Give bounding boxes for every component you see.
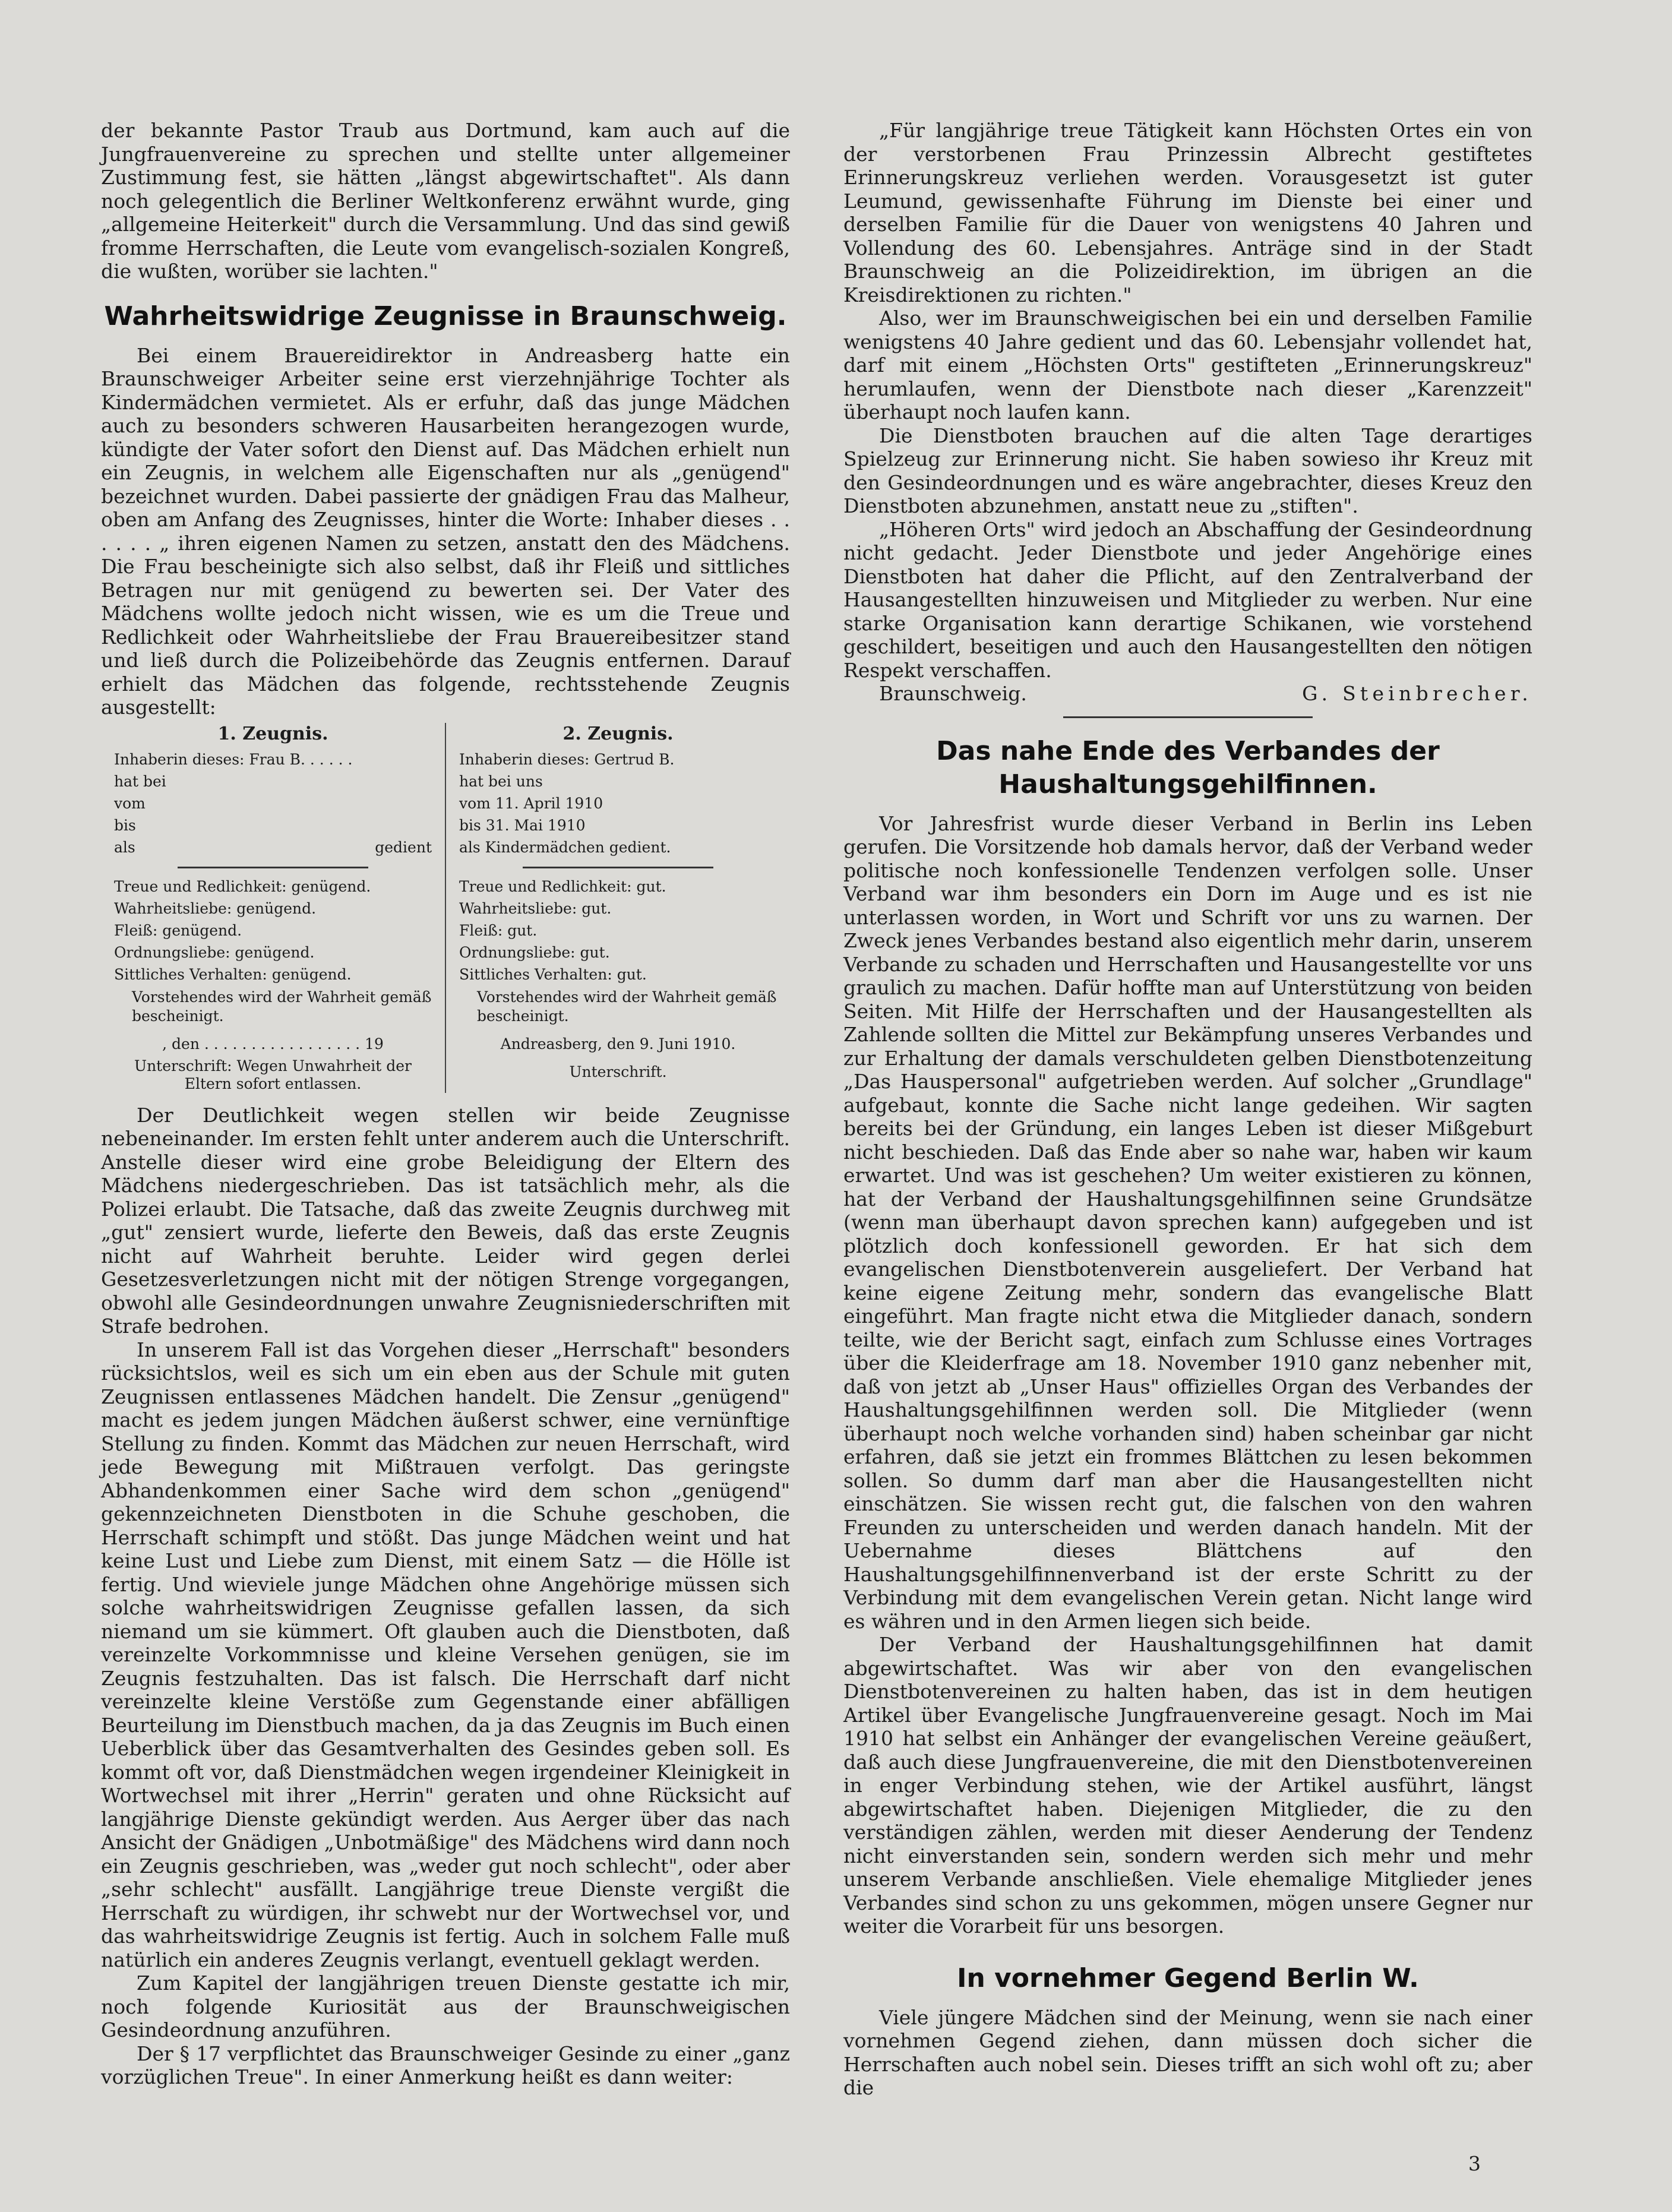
paragraph: Zum Kapitel der langjährigen treuen Dienste gestatte ich mir, noch folgende Kuriosität aus der Braunschweigischen Gesindeordnung anzuführen. [101, 1971, 790, 2042]
certificate-line: Treue und Redlichkeit: gut. [459, 877, 666, 895]
paragraph: Der § 17 verpflichtet das Braunschweiger Gesinde zu einer „ganz vorzüglichen Treue". In einer Anmerkung heißt es dann weiter: [101, 2042, 790, 2088]
certificate-line: Sittliches Verhalten: gut. [459, 965, 647, 983]
certificate-line: als Kindermädchen gedient. [459, 838, 671, 856]
right-column [843, 119, 1532, 2100]
paragraph: Viele jüngere Mädchen sind der Meinung, wenn sie nach einer vornehmen Gegend ziehen, dann müssen doch sicher die Herrschaften auch nobel sein. Dieses trifft an sich wohl oft zu; aber die [843, 2005, 1532, 2099]
certificate-line: Fleiß: gut. [459, 921, 538, 939]
paragraph: Die Dienstboten brauchen auf die alten Tage derartiges Spielzeug zur Erinnerung nicht. Sie haben sowieso ihr Kreuz mit den Gesindeordnungen und es wäre angebrachter, dieses Kreuz den Dienstboten abzunehmen, anstatt neue zu „stiften". [843, 424, 1532, 517]
two-column-layout [101, 119, 1583, 2100]
certificate-title: 2. Zeugnis. [562, 723, 674, 744]
signature-place: Braunschweig. [879, 682, 1027, 705]
certificate-2 [445, 723, 790, 1093]
certificate-line: Ordnungsliebe: genügend. [114, 943, 315, 961]
certificate-line: Ordnungsliebe: gut. [459, 943, 610, 961]
certificate-line: , den . . . . . . . . . . . . . . . . . 19 [162, 1035, 384, 1053]
paragraph: Also, wer im Braunschweigischen bei ein und derselben Familie wenigstens 40 Jahre gedient und das 60. Lebensjahr vollendet hat, darf mit einem „Höchsten Orts" gestifteten „Erinnerungskreuz" herumlaufen, wenn der Dienstbote nach dieser „Karenzzeit" überhaupt noch laufen kann. [843, 306, 1532, 424]
paragraph: „Für langjährige treue Tätigkeit kann Höchsten Ortes ein von der verstorbenen Frau Prinzessin Albrecht gestiftetes Erinnerungskreuz verliehen werden. Vorausgesetzt ist guter Leumund, gewissenhafte Führung im Dienste bei einer und derselben Familie für die Dauer von wenigstens 40 Jahren und Vollendung des 60. Lebensjahres. Anträge sind in der Stadt Braunschweig an die Polizeidirektion, im übrigen an die Kreisdirektionen zu richten." [843, 119, 1532, 306]
certificate-line: Inhaberin dieses: Gertrud B. [459, 750, 675, 768]
certificate-line: bis 31. Mai 1910 [459, 816, 586, 834]
certificate-line: Vorstehendes wird der Wahrheit gemäß bescheinigt. [477, 988, 777, 1025]
certificate-line [114, 836, 432, 858]
certificates-comparison [101, 723, 790, 1093]
paragraph: Der Verband der Haushaltungsgehilfinnen hat damit abgewirtschaftet. Was wir aber von den evangelischen Dienstbotenvereinen zu halten haben, das ist in dem heutigen Artikel über Evangelische Jungfrauenvereine gesagt. Noch im Mai 1910 hat selbst ein Anhänger der evangelischen Vereine geäußert, daß auch diese Jungfrauenvereine, die mit den Dienstbotenvereinen in enger Verbindung stehen, wie der Artikel ausführt, längst abgewirtschaftet haben. Diejenigen Mitglieder, die zu den verständigen zählen, werden mit dieser Aenderung der Tendenz nicht einverstanden sein, sondern werden sich mehr und mehr unserem Verbande anschließen. Viele ehemalige Mitglieder jenes Verbandes sind schon zu uns gekommen, mögen unsere Gegner nur weiter die Vorarbeit für uns besorgen. [843, 1633, 1532, 1938]
article-heading: Das nahe Ende des Verbandes der Haushaltungsgehilfinnen. [936, 735, 1440, 800]
certificate-line: Wahrheitsliebe: genügend. [114, 899, 317, 917]
paragraph: Der Deutlichkeit wegen stellen wir beide Zeugnisse nebeneinander. Im ersten fehlt unter anderem auch die Unterschrift. Anstelle dieser wird eine grobe Beleidigung der Eltern des Mädchens niedergeschrieben. Das ist tatsächlich mehr, als die Polizei erlaubt. Die Tatsache, daß das zweite Zeugnis durchweg mit „gut" zensiert wurde, lieferte den Beweis, daß das erste Zeugnis nicht auf Wahrheit beruhte. Leider wird gegen derlei Gesetzesverletzungen nicht mit der nötigen Strenge vorgegangen, obwohl alle Gesindeordnungen unwahre Zeugnisniederschriften mit Strafe bedrohen. [101, 1103, 790, 1338]
certificate-1 [101, 723, 445, 1093]
page-number: 3 [1468, 2152, 1481, 2175]
certificate-label: als [114, 838, 135, 856]
certificate-title: 1. Zeugnis. [217, 723, 328, 744]
certificate-line: hat bei uns [459, 772, 543, 790]
certificate-line: Vorstehendes wird der Wahrheit gemäß bescheinigt. [132, 988, 432, 1025]
certificate-line: Fleiß: genügend. [114, 921, 242, 939]
paragraph: der bekannte Pastor Traub aus Dortmund, kam auch auf die Jungfrauenvereine zu sprechen und stellte unter allgemeiner Zustimmung fest, sie hätten „längst abgewirtschaftet". Als dann noch gelegentlich die Berliner Weltkonferenz erwähnt wurde, ging „allgemeine Heiterkeit" durch die Versammlung. Und das sind gewiß fromme Herrschaften, die Leute vom evangelisch-sozialen Kongreß, die wußten, worüber sie lachten." [101, 119, 790, 283]
certificate-line: bis [114, 816, 136, 834]
article-heading: In vornehmer Gegend Berlin W. [957, 1963, 1419, 1993]
signature-name: G. Steinbrecher. [1302, 682, 1532, 705]
certificate-line: Inhaberin dieses: Frau B. . . . . . [114, 750, 353, 768]
divider [523, 867, 713, 868]
paragraph: Bei einem Brauereidirektor in Andreasberg hatte ein Braunschweiger Arbeiter seine erst vierzehnjährige Tochter als Kindermädchen vermietet. Als er erfuhr, daß das junge Mädchen auch zu besonders schweren Hausarbeiten herangezogen wurde, kündigte der Vater sofort den Dienst auf. Das Mädchen erhielt nun ein Zeugnis, in welchem alle Eigenschaften nur als „genügend" bezeichnet wurden. Dabei passierte der gnädigen Frau das Malheur, oben am Anfang des Zeugnisses, hinter die Worte: Inhaber dieses . . . . . . „ ihren eigenen Namen zu setzen, anstatt den des Mädchens. Die Frau bescheinigte sich also selbst, daß ihr Fleiß und sittliches Betragen nur mit genügend zu bewerten sei. Der Vater des Mädchens wollte jedoch nicht wissen, wie es um die Treue und Redlichkeit oder Wahrheitsliebe der Frau Brauereibesitzer stand und ließ durch die Polizeibehörde das Zeugnis entfernen. Darauf erhielt das Mädchen das folgende, rechtsstehende Zeugnis ausgestellt: [101, 343, 790, 719]
divider [178, 867, 368, 868]
certificate-line: Andreasberg, den 9. Juni 1910. [500, 1035, 736, 1053]
divider [1063, 716, 1313, 718]
paragraph: Vor Jahresfrist wurde dieser Verband in Berlin ins Leben gerufen. Die Vorsitzende hob damals hervor, daß der Verband weder politische noch konfessionelle Tendenzen verfolgen solle. Unser Verband war ihm besonders ein Dorn im Auge und es ist nie unterlassen worden, in Wort und Schrift vor uns zu warnen. Der Zweck jenes Verbandes bestand also eigentlich mehr darin, unserem Verbande zu schaden und Herrschaften und Hausangestellte vor uns graulich zu machen. Dafür hoffte man auf Unterstützung von beiden Seiten. Mit Hilfe der Herrschaften und der Hausangestellten als Zahlende sollten die Mittel zur Bekämpfung unseres Verbandes und zur Erhaltung der damals verschuldeten gelben Dienstbotenzeitung „Das Hauspersonal" aufgetrieben werden. Auf solcher „Grundlage" aufgebaut, konnte die Sache nicht lange gedeihen. Wir sagten bereits bei der Gründung, ein langes Leben ist dieser Mißgeburt nicht beschieden. Daß das Ende aber so nahe war, haben wir kaum erwartet. Und was ist geschehen? Um weiter existieren zu können, hat der Verband der Haushaltungsgehilfinnen seine Grundsätze (wenn man überhaupt davon sprechen kann) aufgegeben und ist plötzlich doch konfessionell geworden. Er hat sich dem evangelischen Dienstbotenverein ausgeliefert. Der Verband hat keine eigene Zeitung mehr, sondern das evangelische Blatt eingeführt. Man fragte nicht etwa die Mitglieder danach, sondern teilte, wie der Bericht sagt, einfach zum Schlusse eines Vortrages über die Kleiderfrage am 18. November 1910 ganz nebenher mit, daß von jetzt ab „Unser Haus" offizielles Organ des Verbandes der Haushaltungsgehilfinnen werden soll. Die Mitglieder (wenn überhaupt noch welche vorhanden sind) haben scheinbar gar nicht erfahren, daß sie jetzt ein frommes Blättchen zu lesen bekommen sollen. So dumm darf man aber die Hausangestellten nicht einschätzen. Sie wissen recht gut, die falschen von den wahren Freunden zu unterscheiden und werden danach handeln. Mit der Uebernahme dieses Blättchens auf den Haushaltungsgehilfinnenverband ist der erste Schritt zu der Verbindung mit dem evangelischen Verein getan. Nicht lange wird es währen und in den Armen liegen sich beide. [843, 811, 1532, 1633]
certificate-line: Wahrheitsliebe: gut. [459, 899, 612, 917]
certificate-line: Sittliches Verhalten: genügend. [114, 965, 352, 983]
paragraph: In unserem Fall ist das Vorgehen dieser „Herrschaft" besonders rücksichtslos, weil es sich um ein eben aus der Schule mit guten Zeugnissen entlassenes Mädchen handelt. Die Zensur „genügend" macht es jedem jungen Mädchen äußerst schwer, eine vernünftige Stellung zu finden. Kommt das Mädchen zur neuen Herrschaft, wird jede Bewegung mit Mißtrauen verfolgt. Das geringste Abhandenkommen einer Sache wird dem schon „genügend" gekennzeichneten Dienstboten in die Schuhe geschoben, die Herrschaft schimpft und stößt. Das junge Mädchen weint und hat keine Lust und Liebe zum Dienst, mit einem Satz — die Hölle ist fertig. Und wieviele junge Mädchen ohne Angehörige müssen sich solche wahrheitswidrigen Zeugnisse gefallen lassen, da sich niemand um sie kümmert. Oft glauben auch die Dienstboten, daß vereinzelte Vorkommnisse und kleine Versehen genügen, sie im Zeugnis festzuhalten. Das ist falsch. Die Herrschaft darf nicht vereinzelte kleine Verstöße zum Gegenstande einer abfälligen Beurteilung im Dienstbuch machen, da ja das Zeugnis im Buch einen Ueberblick über das Gesamtverhalten des Gesindes geben soll. Es kommt oft vor, daß Dienstmädchen wegen irgendeiner Kleinigkeit in Wortwechsel mit ihrer „Herrin" geraten und ohne Rücksicht auf langjährige Dienste gekündigt werden. Aus Aerger über das nach Ansicht der Gnädigen „Unbotmäßige" des Mädchens wird dann noch ein Zeugnis geschrieben, was „weder gut noch schlecht", oder aber „sehr schlecht" ausfällt. Langjährige treue Dienste vergißt die Herrschaft zu würdigen, ihr schwebt nur der Wortwechsel vor, und das wahrheitswidrige Zeugnis ist fertig. Auch in solchem Falle muß natürlich ein anderes Zeugnis verlangt, eventuell geklagt werden. [101, 1338, 790, 1971]
certificate-line: Unterschrift: Wegen Unwahrheit der Eltern sofort entlassen. [134, 1057, 412, 1092]
paragraph: „Höheren Orts" wird jedoch an Abschaffung der Gesindeordnung nicht gedacht. Jeder Dienstbote und jeder Angehörige eines Dienstboten hat daher die Pflicht, auf den Zentralverband der Hausangestellten hinzuweisen und Mitglieder zu werben. Nur eine starke Organisation kann derartige Schikanen, wie vorstehend geschildert, beseitigen und auch den Hausangestellten den nötigen Respekt verschaffen. [843, 517, 1532, 682]
certificate-label: gedient [375, 838, 432, 856]
certificate-line: Treue und Redlichkeit: genügend. [114, 877, 371, 895]
certificate-line: Unterschrift. [569, 1063, 667, 1080]
article-heading: Wahrheitswidrige Zeugnisse in Braunschweig. [104, 301, 787, 331]
certificate-line: vom 11. April 1910 [459, 794, 603, 812]
certificate-line: vom [114, 794, 146, 812]
certificate-line: hat bei [114, 772, 166, 790]
signature-line [843, 682, 1532, 706]
left-column [101, 119, 790, 2100]
